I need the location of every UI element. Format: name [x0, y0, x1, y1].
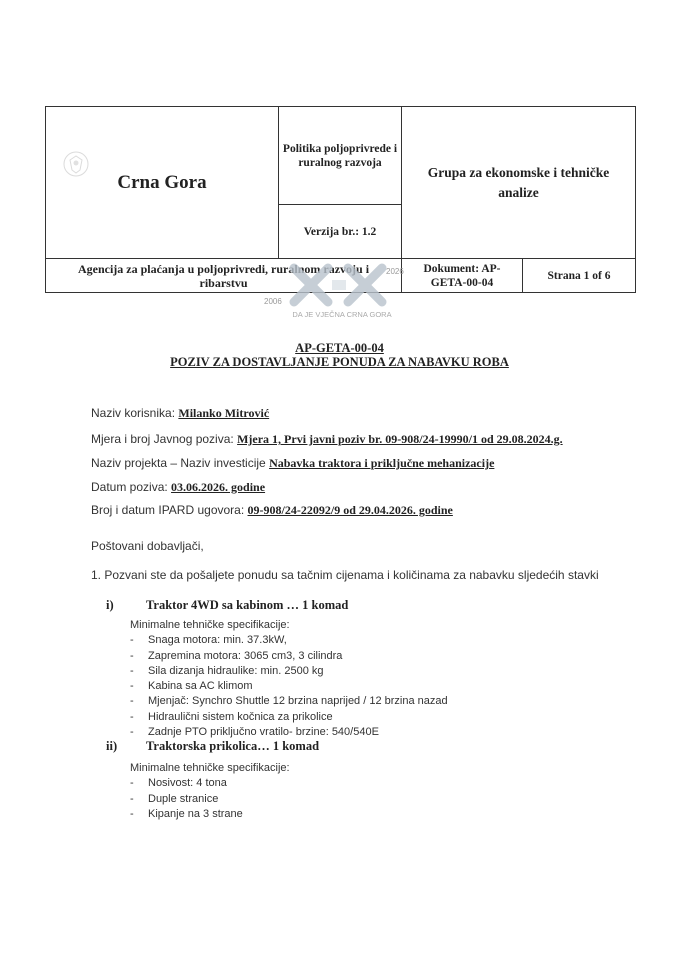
spec-item: - Zadnje PTO priključno vratilo- brzine: 540/540E	[130, 725, 448, 740]
agency-name: Agencija za plaćanja u poljoprivredi, ruralnom razvoju i ribarstvu	[77, 261, 370, 290]
spec-item: - Duple stranice	[130, 792, 290, 807]
spec-title: Minimalne tehničke specifikacije:	[130, 762, 290, 774]
item-specs	[130, 761, 290, 822]
intro-paragraph: 1. Pozvani ste da pošaljete ponudu sa tačnim cijenama i količinama za nabavku sljedećih stavki	[91, 568, 599, 582]
detail-value: Nabavka traktora i priključne mehanizacije	[269, 456, 495, 470]
spec-item: - Mjenjač: Synchro Shuttle 12 brzina naprijed / 12 brzina nazad	[130, 694, 448, 709]
anniversary-logo	[262, 262, 422, 322]
page-number: Strana 1 of 6	[547, 269, 611, 282]
spec-item: - Kipanje na 3 strane	[130, 807, 290, 822]
detail-label: Naziv korisnika:	[91, 406, 176, 420]
spec-item: - Sila dizanja hidraulike: min. 2500 kg	[130, 664, 448, 679]
greeting: Poštovani dobavljači,	[91, 539, 204, 553]
detail-label: Mjera i broj Javnog poziva:	[91, 432, 234, 446]
spec-item: - Zapremina motora: 3065 cm3, 3 cilindra	[130, 649, 448, 664]
coat-of-arms-icon	[62, 150, 90, 178]
spec-item: - Nosivost: 4 tona	[130, 776, 290, 791]
detail-label: Datum poziva:	[91, 480, 168, 494]
document-code: AP-GETA-00-04	[295, 341, 384, 355]
detail-project	[91, 456, 494, 471]
version-cell	[279, 205, 402, 259]
logo-year-start: 2006	[264, 297, 282, 306]
detail-contract	[91, 503, 453, 518]
detail-value: Mjera 1, Prvi javni poziv br. 09-908/24-19990/1 od 29.08.2024.g.	[237, 432, 563, 446]
policy-cell	[279, 107, 402, 205]
spec-item: - Kabina sa AC klimom	[130, 679, 448, 694]
detail-value: Milanko Mitrović	[178, 406, 270, 420]
version-label: Verzija br.: 1.2	[303, 225, 377, 238]
spec-item: - Snaga motora: min. 37.3kW,	[130, 633, 448, 648]
detail-label: Broj i datum IPARD ugovora:	[91, 503, 245, 517]
country-cell	[46, 107, 279, 259]
detail-beneficiary	[91, 406, 269, 421]
spec-title: Minimalne tehničke specifikacije:	[130, 619, 290, 631]
group-name: Grupa za ekonomske i tehničke analize	[427, 164, 610, 200]
document-id: Dokument: AP-GETA-00-04	[423, 262, 501, 289]
logo-year-end: 2026	[386, 267, 404, 276]
item-title: Traktor 4WD sa kabinom … 1 komad	[146, 598, 349, 612]
item-number: ii)	[106, 739, 118, 753]
detail-date	[91, 480, 265, 495]
spec-item: - Hidraulični sistem kočnica za prikolice	[130, 710, 448, 725]
page-cell	[523, 259, 636, 293]
group-cell	[402, 107, 636, 259]
item-number: i)	[106, 598, 114, 612]
item-specs	[130, 618, 448, 740]
detail-value: 03.06.2026. godine	[171, 480, 266, 494]
detail-label: Naziv projekta – Naziv investicije	[91, 456, 266, 470]
logo-motto: DA JE VJEČNA CRNA GORA	[292, 310, 392, 319]
detail-measure	[91, 432, 563, 447]
detail-value: 09-908/24-22092/9 od 29.04.2026. godine	[247, 503, 453, 517]
item-title: Traktorska prikolica… 1 komad	[146, 739, 320, 753]
document-subject: POZIV ZA DOSTAVLJANJE PONUDA ZA NABAVKU ROBA	[170, 355, 509, 369]
country-name: Crna Gora	[117, 171, 207, 193]
policy-name: Politika poljoprivrede i ruralnog razvoja	[282, 142, 398, 169]
